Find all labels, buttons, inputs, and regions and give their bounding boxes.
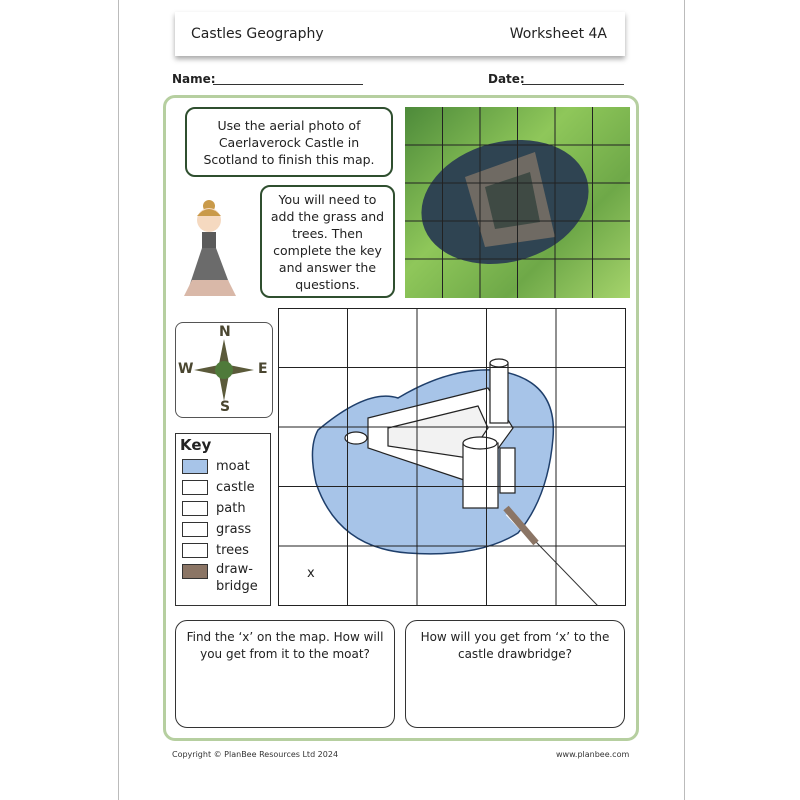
- compass-e: E: [258, 361, 268, 377]
- instruction-bubble-1: Use the aerial photo of Caerlaverock Castle in Scotland to finish this map.: [185, 107, 393, 177]
- key-label: grass: [216, 522, 252, 537]
- key-item-trees: [176, 540, 270, 561]
- key-swatch: [182, 480, 208, 495]
- key-label: path: [216, 501, 246, 516]
- compass-w: W: [178, 361, 194, 377]
- key-swatch: [182, 543, 208, 558]
- castle-map-grid[interactable]: [278, 308, 626, 606]
- copyright-text: Copyright © PlanBee Resources Ltd 2024: [172, 750, 339, 759]
- key-item-grass: [176, 519, 270, 540]
- worksheet-header: [175, 12, 625, 56]
- question-1-text: Find the ‘x’ on the map. How will you get from it to the moat?: [186, 630, 384, 661]
- date-label: Date:: [488, 72, 525, 86]
- worksheet-number: Worksheet 4A: [509, 26, 607, 42]
- key-swatch: [182, 501, 208, 516]
- aerial-castle-photo: [405, 107, 630, 298]
- question-1-box[interactable]: [175, 620, 395, 728]
- compass-s: S: [220, 399, 231, 415]
- instruction-bubble-2: You will need to add the grass and trees. Then complete the key and answer the questions.: [260, 185, 395, 298]
- key-label: castle: [216, 480, 255, 495]
- key-swatch: [182, 522, 208, 537]
- map-x-marker: x: [307, 566, 315, 581]
- compass-box: [175, 322, 273, 418]
- key-label: draw-bridge: [216, 562, 258, 594]
- name-label: Name:: [172, 72, 216, 86]
- key-item-path: [176, 498, 270, 519]
- name-field[interactable]: [213, 84, 363, 85]
- map-key: [175, 433, 271, 606]
- princess-illustration: [182, 198, 248, 300]
- date-field[interactable]: [522, 84, 624, 85]
- question-2-text: How will you get from ‘x’ to the castle drawbridge?: [420, 630, 610, 661]
- key-swatch: [182, 564, 208, 579]
- website-link[interactable]: www.planbee.com: [556, 750, 630, 759]
- worksheet-title: Castles Geography: [191, 26, 324, 42]
- key-label: moat: [216, 459, 250, 474]
- key-title: Key: [180, 436, 212, 454]
- key-item-draw-bridge: [176, 561, 270, 599]
- question-2-box[interactable]: [405, 620, 625, 728]
- key-item-castle: [176, 477, 270, 498]
- compass-n: N: [219, 324, 231, 340]
- key-swatch: [182, 459, 208, 474]
- key-item-moat: [176, 456, 270, 477]
- key-label: trees: [216, 543, 249, 558]
